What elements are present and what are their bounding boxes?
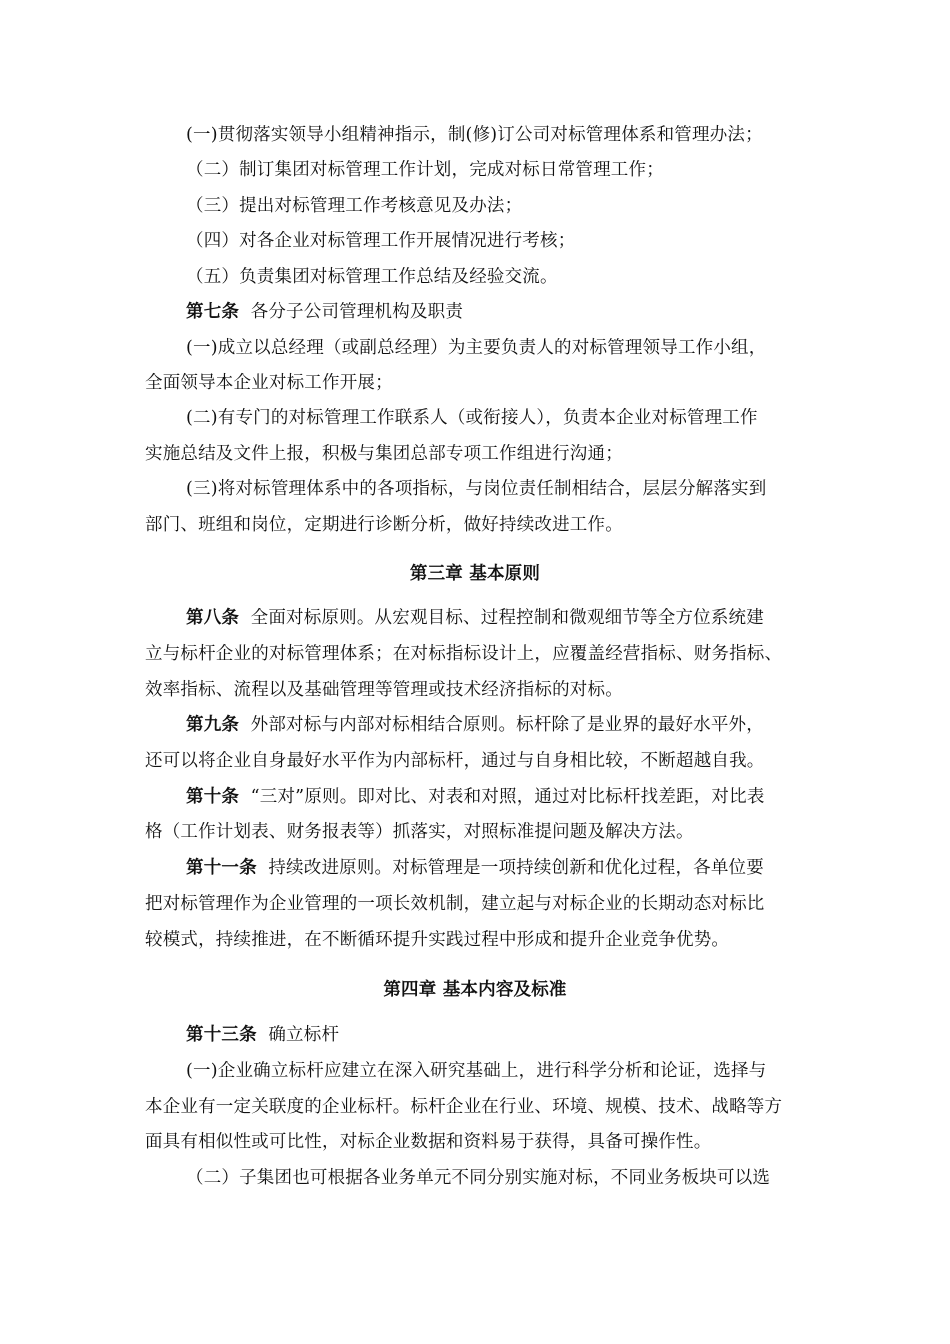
article-label: 第九条: [186, 715, 240, 735]
article-label: 第八条: [186, 608, 240, 628]
paragraph-line: (一)贯彻落实领导小组精神指示，制(修)订公司对标管理体系和管理办法；: [186, 125, 763, 145]
article-label: 第十三条: [186, 1025, 257, 1045]
article-line: [0, 714, 950, 736]
chapter-heading: 第四章 基本内容及标准: [383, 980, 567, 1000]
article-line: [0, 301, 950, 323]
paragraph-line: (二)有专门的对标管理工作联系人（或衔接人），负责本企业对标管理工作: [186, 408, 758, 428]
paragraph-line: 较模式，持续推进，在不断循环提升实践过程中形成和提升企业竞争优势。: [145, 930, 730, 950]
article-text: 外部对标与内部对标相结合原则。标杆除了是业界的最好水平外，: [250, 715, 764, 735]
paragraph-line: （二）制订集团对标管理工作计划，完成对标日常管理工作；: [186, 160, 664, 180]
article-text: 确立标杆: [268, 1025, 340, 1045]
paragraph-line: （二）子集团也可根据各业务单元不同分别实施对标，不同业务板块可以选: [186, 1168, 771, 1188]
article-line: [0, 607, 950, 629]
article-line: [0, 786, 950, 808]
paragraph-line: 效率指标、流程以及基础管理等管理或技术经济指标的对标。: [145, 680, 623, 700]
paragraph-line: 本企业有一定关联度的企业标杆。标杆企业在行业、环境、规模、技术、战略等方: [145, 1097, 783, 1117]
paragraph-line: （三）提出对标管理工作考核意见及办法；: [186, 196, 523, 216]
paragraph-line: 部门、班组和岗位，定期进行诊断分析，做好持续改进工作。: [145, 515, 623, 535]
paragraph-line: 全面领导本企业对标工作开展；: [145, 373, 393, 393]
paragraph-line: 立与标杆企业的对标管理体系；在对标指标设计上，应覆盖经营指标、财务指标、: [145, 644, 783, 664]
article-line: [0, 857, 950, 879]
article-text: 持续改进原则。对标管理是一项持续创新和优化过程，各单位要: [268, 858, 764, 878]
article-text: 各分子公司管理机构及职责: [250, 302, 464, 322]
paragraph-line: (一)企业确立标杆应建立在深入研究基础上，进行科学分析和论证，选择与: [186, 1061, 767, 1081]
paragraph-line: （四）对各企业对标管理工作开展情况进行考核；: [186, 231, 576, 251]
article-text: 全面对标原则。从宏观目标、过程控制和微观细节等全方位系统建: [250, 608, 764, 628]
paragraph-line: （五）负责集团对标管理工作总结及经验交流。: [186, 267, 558, 287]
paragraph-line: 把对标管理作为企业管理的一项长效机制，建立起与对标企业的长期动态对标比: [145, 894, 765, 914]
paragraph-line: 面具有相似性或可比性，对标企业数据和资料易于获得，具备可操作性。: [145, 1132, 712, 1152]
paragraph-line: 实施总结及文件上报，积极与集团总部专项工作组进行沟通；: [145, 444, 623, 464]
article-text: “三对”原则。即对比、对表和对照，通过对比标杆找差距，对比表: [250, 787, 765, 807]
article-label: 第十条: [186, 787, 240, 807]
paragraph-line: (一)成立以总经理（或副总经理）为主要负责人的对标管理领导工作小组，: [186, 338, 767, 358]
article-line: [0, 1024, 950, 1046]
paragraph-line: 格（工作计划表、财务报表等）抓落实，对照标准提问题及解决方法。: [145, 822, 694, 842]
article-label: 第十一条: [186, 858, 257, 878]
paragraph-line: 还可以将企业自身最好水平作为内部标杆，通过与自身相比较，不断超越自我。: [145, 751, 765, 771]
paragraph-line: (三)将对标管理体系中的各项指标，与岗位责任制相结合，层层分解落实到: [186, 479, 767, 499]
chapter-heading: 第三章 基本原则: [409, 564, 541, 584]
article-label: 第七条: [186, 302, 240, 322]
